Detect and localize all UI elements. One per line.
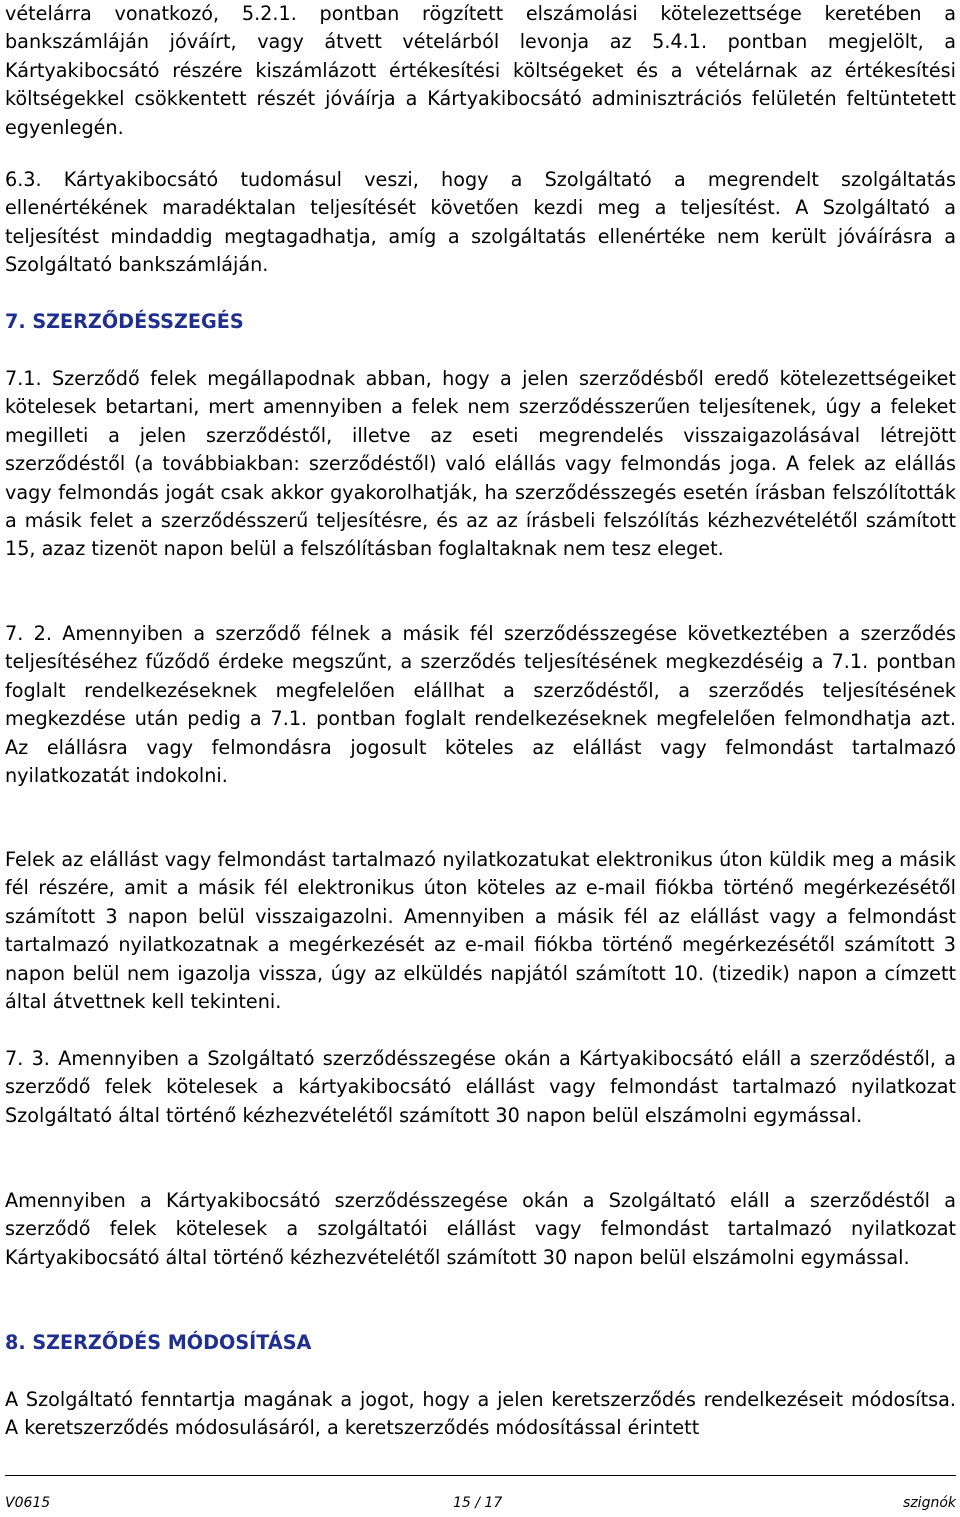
paragraph-7-2: 7. 2. Amennyiben a szerződő félnek a másik fél szerződésszegése következtében a szerződés teljesítéséhez fűződő érdeke megszűnt, a szerződés teljesítésének megkezdéséig a 7.1. pontban foglalt rendelkezéseknek megfelelően elállhat a szerződéstől, a szerződés teljesítésének megkezdése után pedig a 7.1. pontban foglalt rendelkezéseknek megfelelően felmondhatja azt. Az elállásra vagy felmondásra jogosult köteles az elállást vagy felmondást tartalmazó nyilatkozatát indokolni. xyxy=(5,622,956,788)
section-heading-8: 8. SZERZŐDÉS MÓDOSÍTÁSA xyxy=(5,1331,312,1354)
paragraph-continuation: vételárra vonatkozó, 5.2.1. pontban rögzített elszámolási kötelezettsége keretében a bankszámláján jóváírt, vagy átvett vételárból levonja az 5.4.1. pontban megjelölt, a Kártyakibocsátó részére kiszámlázott értékesítési költségeket és a vételárnak az értékesítési költségekkel csökkentett részét jóváírja a Kártyakibocsátó adminisztrációs felületén feltüntetett egyenlegén. xyxy=(5,2,956,139)
paragraph-issuer-breach: Amennyiben a Kártyakibocsátó szerződésszegése okán a Szolgáltató eláll a szerződéstől a szerződő felek kötelesek a szolgáltatói elállást vagy felmondást tartalmazó nyilatkozat Kártyakibocsátó által történő kézhezvételétől számított 30 napon belül elszámolni egymással. xyxy=(5,1189,956,1269)
signature-label: szignók xyxy=(903,1495,956,1511)
paragraph-8-intro: A Szolgáltató fenntartja magának a jogot, hogy a jelen keretszerződés rendelkezéseit módosítsa. A keretszerződés módosulásáról, a keretszerződés módosítással érintett xyxy=(5,1388,956,1440)
paragraph-7-3: 7. 3. Amennyiben a Szolgáltató szerződésszegése okán a Kártyakibocsátó eláll a szerződéstől, a szerződő felek kötelesek a kártyakibocsátó elállást vagy felmondást tartalmazó nyilatkozat Szolgáltató által történő kézhezvételétől számított 30 napon belül elszámolni egymással. xyxy=(5,1047,956,1127)
section-heading-7: 7. SZERZŐDÉSSZEGÉS xyxy=(5,310,244,333)
page-number: 15 / 17 xyxy=(453,1495,503,1511)
paragraph-notice: Felek az elállást vagy felmondást tartalmazó nyilatkozatukat elektronikus úton küldik meg a másik fél részére, amit a másik fél elektronikus úton köteles az e-mail fiókba történő megérkezésétől számított 3 napon belül visszaigazolni. Amennyiben a másik fél az elállást vagy a felmondást tartalmazó nyilatkozatnak a megérkezését az e-mail fiókba történő megérkezésétől számított 3 napon belül nem igazolja vissza, úgy az elküldés napjától számított 10. (tizedik) napon a címzett által átvettnek kell tekinteni. xyxy=(5,848,956,1014)
paragraph-7-1: 7.1. Szerződő felek megállapodnak abban, hogy a jelen szerződésből eredő kötelezettségeiket kötelesek betartani, mert amennyiben a felek nem szerződésszerűen teljesítenek, úgy a feleket megilleti a jelen szerződéstől, illetve az eseti megrendelés visszaigazolásával létrejött szerződéstől (a továbbiakban: szerződéstől) való elállás vagy felmondás joga. A felek az elállás vagy felmondás jogát csak akkor gyakorolhatják, ha szerződésszegés esetén írásban felszólították a másik felet a szerződésszerű teljesítésre, és az az írásbeli felszólítás kézhezvételétől számított 15, azaz tizenöt napon belül a felszólításban foglaltaknak nem tesz eleget. xyxy=(5,367,956,561)
document-code: V0615 xyxy=(5,1495,51,1511)
paragraph-6-3: 6.3. Kártyakibocsátó tudomásul veszi, hogy a Szolgáltató a megrendelt szolgáltatás ellenértékének maradéktalan teljesítését követően kezdi meg a teljesítést. A Szolgáltató a teljesítést mindaddig megtagadhatja, amíg a szolgáltatás ellenértéke nem került jóváírásra a Szolgáltató bankszámláján. xyxy=(5,168,956,277)
page-footer xyxy=(5,1475,956,1511)
